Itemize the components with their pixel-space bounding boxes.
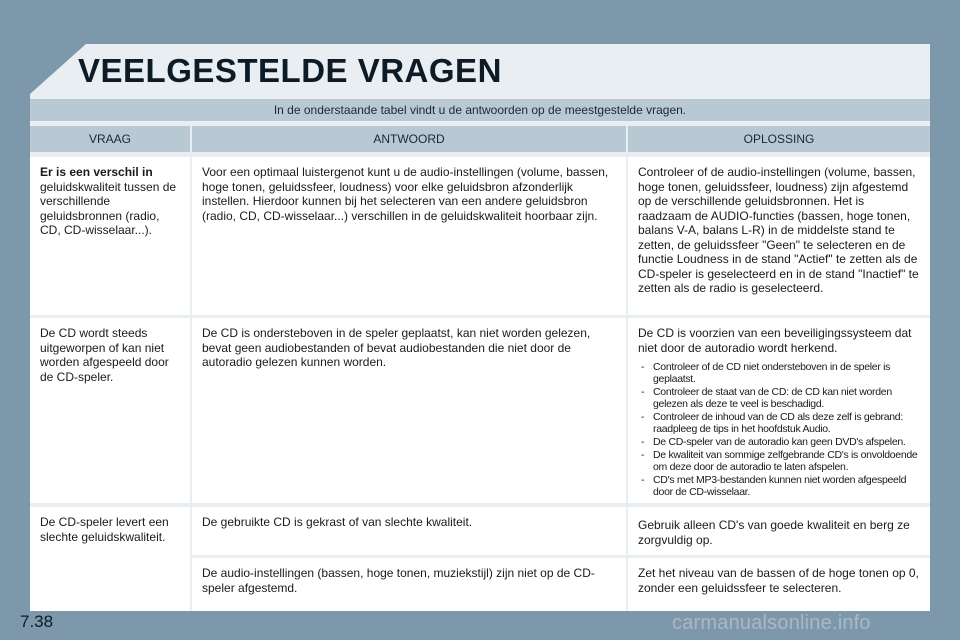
watermark: carmanualsonline.info (672, 612, 871, 634)
row3-solution2-cell (628, 558, 930, 611)
row3-answer-cell (192, 507, 626, 555)
row3-question-cell (30, 507, 190, 611)
row2-answer-cell (192, 318, 626, 503)
row3-question-text: De CD-speler levert een slechte geluidskwaliteit. (40, 515, 169, 544)
list-item: - De kwaliteit van sommige zelfgebrande CD's is onvoldoende om deze door de autoradio te laten afspelen. (638, 449, 920, 473)
row2-question-text: De CD wordt steeds uitgeworpen of kan niet worden afgespeeld door de CD-speler. (40, 326, 169, 384)
row1-answer-cell (192, 157, 626, 315)
list-item: - De CD-speler van de autoradio kan geen DVD's afspelen. (638, 436, 920, 448)
row3-answer2-text: De audio-instellingen (bassen, hoge tonen, muziekstijl) zijn niet op de CD-speler afgestemd. (202, 566, 595, 595)
page-number: 7.38 (20, 612, 54, 631)
intro-bar: In de onderstaande tabel vindt u de antwoorden op de meestgestelde vragen. (30, 99, 930, 121)
header-answer: ANTWOORD (192, 126, 626, 152)
row2-question-cell (30, 318, 190, 503)
header-solution: OPLOSSING (628, 126, 930, 152)
row2-solution-cell (628, 318, 930, 503)
row3-answer2-cell (192, 558, 626, 611)
row1-question-cell (30, 157, 190, 315)
row3-solution-cell (628, 507, 930, 555)
row1-solution-text: Controleer of de audio-instellingen (volume, bassen, hoge tonen, geluidssfeer, loudness) zijn afgestemd op de verschillende geluidsbronnen. Het is raadzaam de AUDIO-functies (bassen, hoge tonen, balans V-A, balans L-R) in de middelste stand te zetten, de geluidssfeer "Geen" te selecteren en de functie Loudness in de stand "Actief" te zetten als de CD-speler is geselecteerd en in de stand "Inactief" te zetten als de radio is geselecteerd. (638, 165, 919, 295)
list-item: - Controleer de inhoud van de CD als deze zelf is gebrand: raadpleeg de tips in het hoofdstuk Audio. (638, 411, 920, 435)
list-item: - Controleer of de CD niet ondersteboven in de speler is geplaatst. (638, 361, 920, 385)
row1-question-lead: Er is een verschil in (40, 165, 153, 179)
row2-solution-text: De CD is voorzien van een beveiligingssysteem dat niet door de autoradio wordt herkend. (638, 326, 912, 355)
row1-answer-text: Voor een optimaal luistergenot kunt u de audio-instellingen (volume, bassen, hoge tonen, geluidssfeer, loudness) voor elke geluidsbron afzonderlijk instellen. Hierdoor kunnen bij het selecteren van een andere geluidsbron (radio, CD, CD-wisselaar...) verschillen in de geluidskwaliteit hoorbaar zijn. (202, 165, 609, 223)
row1-question-text: geluidskwaliteit tussen de verschillende geluidsbronnen (radio, CD, CD-wisselaar...). (40, 179, 177, 237)
page-title: VEELGESTELDE VRAGEN (78, 52, 502, 89)
list-item: - CD's met MP3-bestanden kunnen niet worden afgespeeld door de CD-wisselaar. (638, 474, 920, 498)
row1-solution-cell (628, 157, 930, 315)
row3-solution2-text: Zet het niveau van de bassen of de hoge tonen op 0, zonder een geluidssfeer te selecteren. (638, 566, 919, 595)
header-question: VRAAG (30, 126, 190, 152)
row3-solution-text: Gebruik alleen CD's van goede kwaliteit en berg ze zorgvuldig op. (638, 518, 910, 547)
row2-solution-list (638, 361, 920, 498)
row2-answer-text: De CD is ondersteboven in de speler geplaatst, kan niet worden gelezen, bevat geen audiobestanden of bevat audiobestanden die niet door de autoradio gelezen kunnen worden. (202, 326, 591, 369)
row3-answer-text: De gebruikte CD is gekrast of van slechte kwaliteit. (202, 515, 473, 529)
list-item: - Controleer de staat van de CD: de CD kan niet worden gelezen als deze te veel is beschadigd. (638, 386, 920, 410)
